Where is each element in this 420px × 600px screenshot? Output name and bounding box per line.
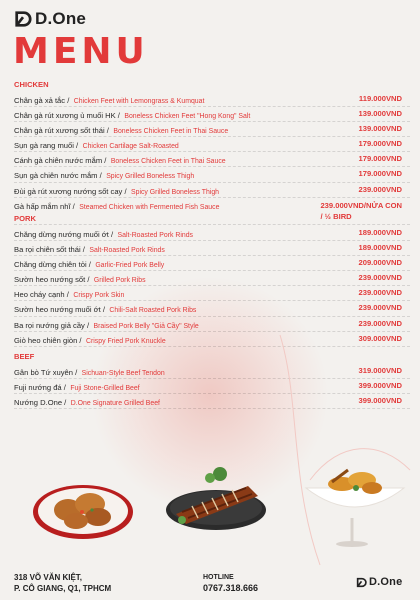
grilled-ribs-dish-image — [162, 462, 270, 538]
item-price: 399.000VND — [358, 396, 402, 406]
section-heading: PORK — [14, 214, 36, 223]
menu-item — [14, 92, 410, 107]
item-name-en: Boneless Chicken Feet "Hong Kong" Salt — [124, 113, 251, 121]
item-name-en: Braised Pork Belly "Giả Cầy" Style — [93, 322, 199, 330]
menu-item — [14, 226, 410, 241]
menu-item — [14, 271, 410, 286]
item-name-vi: Chăng dừng nướng muối ớt / — [14, 230, 114, 239]
item-name-en: Chili-Salt Roasted Pork Ribs — [109, 307, 197, 315]
item-price: 139.000VND — [358, 124, 402, 134]
menu-item — [14, 152, 410, 167]
section-heading: BEEF — [14, 352, 35, 361]
item-price: 179.000VND — [358, 169, 402, 179]
item-name-vi: Chân gà xả tắc / — [14, 96, 70, 105]
item-name-vi: Sườn heo nướng sốt / — [14, 275, 90, 285]
item-price: 239.000VND — [358, 318, 402, 328]
menu-item — [14, 256, 410, 271]
item-price: 139.000VND — [358, 109, 402, 119]
menu-item — [14, 301, 410, 316]
item-price: 189.000VND — [358, 228, 402, 237]
fried-chicken-dish-image — [30, 472, 136, 542]
item-name-vi: Gân bò Tứ xuyên / — [14, 368, 78, 377]
address-line-2: P. CÔ GIANG, Q1, TPHCM — [14, 584, 112, 593]
item-name-vi: Sườn heo nướng muối ớt / — [14, 305, 105, 315]
item-name-en: Grilled Pork Ribs — [93, 277, 146, 285]
item-name-en: Boneless Chicken Feet in Thai Sauce — [110, 158, 226, 166]
item-name-en: Steamed Chicken with Fermented Fish Sauce — [79, 203, 220, 211]
item-name-en: Spicy Grilled Boneless Thigh — [106, 173, 195, 181]
address — [14, 572, 124, 594]
hotline — [203, 572, 258, 594]
item-price: 309.000VND — [358, 333, 402, 343]
item-name-vi: Ba rọi chiên sốt thái / — [14, 245, 85, 255]
page-title: MENU — [13, 31, 149, 72]
brand-name: D.One — [35, 9, 87, 28]
item-price: 399.000VND — [358, 381, 402, 391]
item-price: 239.000VND — [358, 288, 402, 298]
item-price: 119.000VND — [358, 94, 402, 103]
item-name-vi: Giò heo chiên giòn / — [14, 335, 82, 345]
item-name-en: Garlic-Fried Pork Belly — [95, 262, 165, 270]
item-name-vi: Ba rọi nướng giả cầy / — [14, 320, 90, 330]
item-name-en: Crispy Fried Pork Knuckle — [86, 337, 166, 345]
item-name-vi: Đùi gà rút xương nướng sốt cay / — [14, 186, 127, 196]
item-name-en: Salt-Roasted Pork Rinds — [89, 247, 165, 255]
section-pork — [14, 213, 410, 347]
item-name-vi: Chân gà rút xương ủ muối HK / — [14, 111, 120, 121]
brand-name: D.One — [369, 576, 403, 588]
address-line-1: 318 VÕ VĂN KIỆT, — [14, 573, 83, 582]
item-name-vi: Sụn gà chiên nước mắm / — [14, 171, 102, 181]
item-price: 179.000VND — [358, 154, 402, 164]
brand-mark-icon — [14, 10, 32, 28]
item-name-vi: Sụn gà rang muối / — [14, 141, 79, 151]
item-name-en: Spicy Grilled Boneless Thigh — [131, 188, 219, 196]
item-name-vi: Nướng D.One / — [14, 398, 67, 408]
menu-item — [14, 286, 410, 301]
menu-item — [14, 183, 410, 198]
item-name-vi: Cánh gà chiên nước mắm / — [14, 156, 107, 166]
item-price: 239.000VND — [358, 273, 402, 283]
item-name-vi: Chân gà rút xương sốt thái / — [14, 126, 109, 136]
section-chicken — [14, 79, 410, 225]
item-name-en: Boneless Chicken Feet in Thai Sauce — [113, 128, 229, 136]
menu-item — [14, 137, 410, 152]
item-name-en: Fuji Stone-Grilled Beef — [70, 385, 140, 393]
brand-mark-icon — [356, 577, 367, 588]
item-name-vi: Fuji nướng đá / — [14, 383, 66, 393]
item-name-en: Crispy Pork Skin — [73, 292, 125, 300]
hotline-label: HOTLINE — [203, 574, 234, 581]
item-price: 239.000VND — [358, 303, 402, 313]
item-name-en: D.One Signature Grilled Beef — [70, 400, 160, 408]
hotline-number: 0767.318.666 — [203, 583, 259, 593]
item-name-vi: Chăng dừng chiên tỏi / — [14, 260, 91, 270]
menu-item — [14, 122, 410, 137]
item-name-en: Salt-Roasted Pork Rinds — [117, 232, 193, 239]
menu-item — [14, 241, 410, 256]
item-price-half: 239.000VND/NỬA CON — [320, 200, 402, 210]
menu-item — [14, 167, 410, 182]
item-price: 239.000VND — [358, 184, 402, 194]
menu-item — [14, 107, 410, 122]
brand-logo — [14, 8, 86, 30]
item-price: 209.000VND — [358, 258, 402, 268]
item-price: 319.000VND — [358, 366, 402, 375]
item-price-unit: / ½ BIRD — [320, 211, 352, 221]
item-name-vi: Heo cháy cạnh / — [14, 290, 69, 300]
brand-logo-footer — [356, 576, 402, 588]
item-price: 179.000VND — [358, 139, 402, 149]
item-name-en: Chicken Cartilage Salt-Roasted — [82, 143, 179, 151]
item-price: 189.000VND — [358, 243, 402, 253]
item-name-vi: Gà hấp mắm nhĩ / — [14, 201, 75, 211]
section-heading: CHICKEN — [14, 80, 49, 89]
salad-bowl-dish-image — [302, 458, 408, 548]
item-name-en: Sichuan-Style Beef Tendon — [81, 370, 165, 377]
item-name-en: Chicken Feet with Lemongrass & Kumquat — [73, 98, 205, 105]
